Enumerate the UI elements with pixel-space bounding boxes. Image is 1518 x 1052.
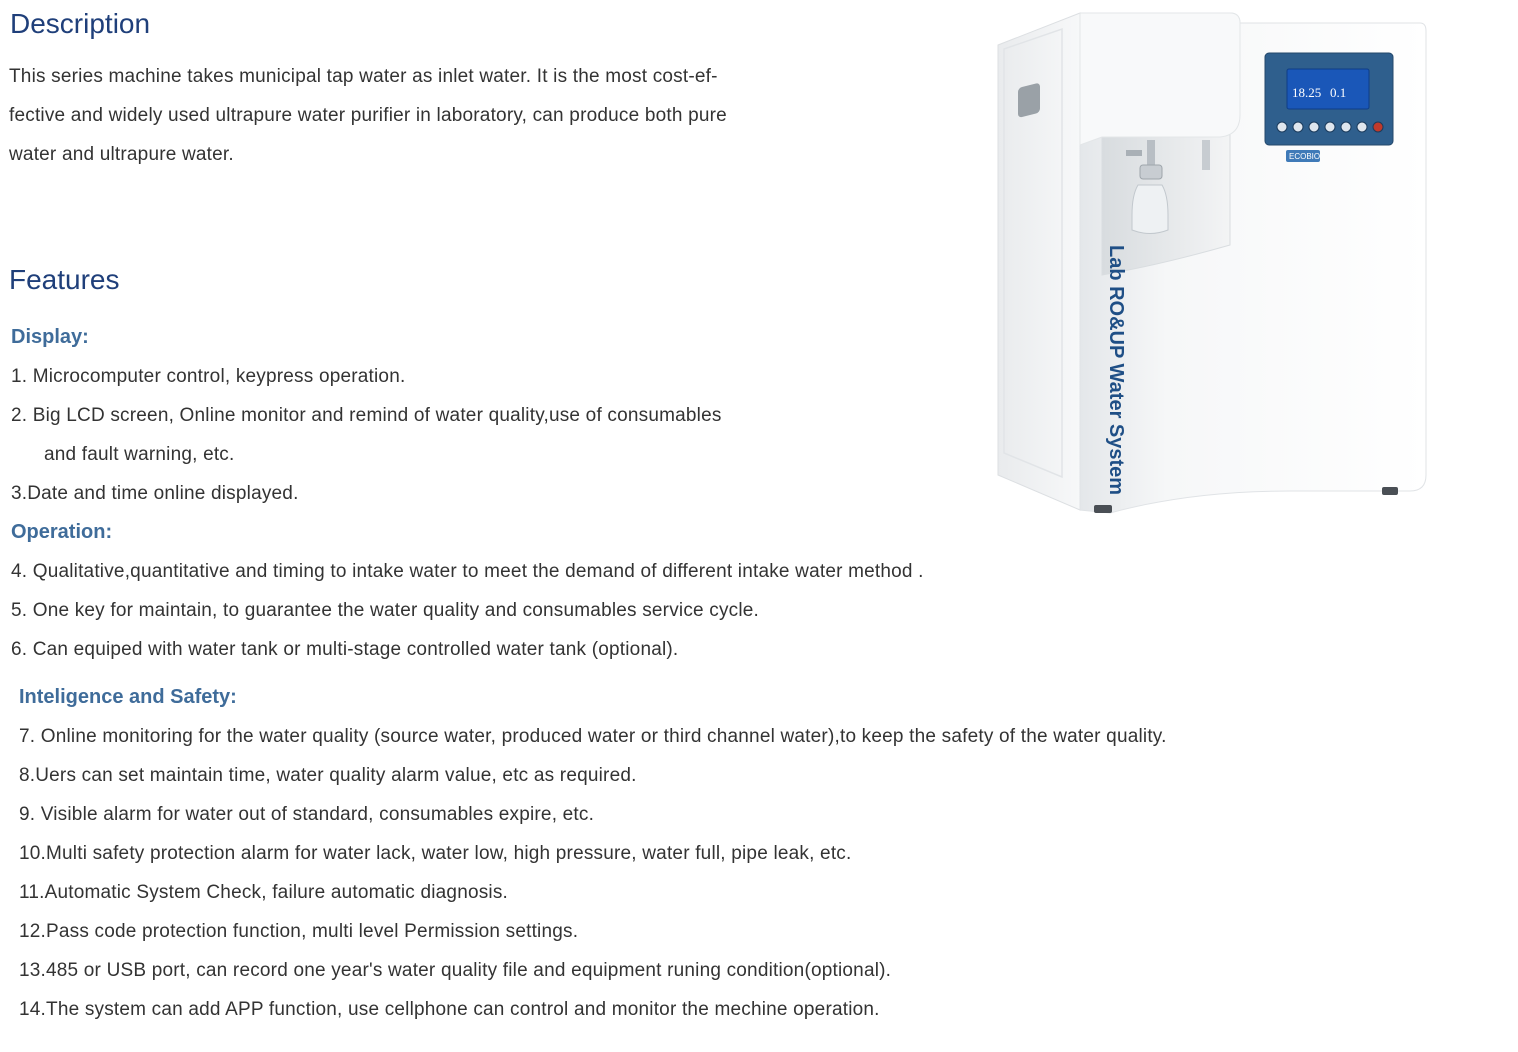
brand-logo: ECOBIO (1289, 152, 1321, 161)
water-purifier-image (990, 5, 1430, 520)
feature-item: 7. Online monitoring for the water quality (source water, produced water or third channel water),to keep the safety of the water quality. (19, 726, 1167, 747)
feature-item: 6. Can equiped with water tank or multi-stage controlled water tank (optional). (11, 639, 679, 660)
display-heading: Display: (11, 326, 89, 348)
feature-item: 8.Uers can set maintain time, water quality alarm value, etc as required. (19, 765, 637, 786)
feature-item: 13.485 or USB port, can record one year's water quality file and equipment runing condition(optional). (19, 960, 892, 981)
product-side-label: Lab RO&UP Water System (1105, 245, 1127, 496)
feature-item: 9. Visible alarm for water out of standard, consumables expire, etc. (19, 804, 595, 825)
feature-item: and fault warning, etc. (44, 444, 235, 465)
feature-item: 1. Microcomputer control, keypress operation. (11, 366, 406, 387)
feature-item: 3.Date and time online displayed. (11, 483, 299, 504)
feature-item: 12.Pass code protection function, multi level Permission settings. (19, 921, 579, 942)
operation-heading: Operation: (11, 521, 113, 543)
description-title: Description (10, 8, 151, 39)
description-line: fective and widely used ultrapure water purifier in laboratory, can produce both pure (9, 105, 727, 126)
description-line: water and ultrapure water. (9, 144, 234, 165)
lcd-reading-left: 18.25 (1292, 85, 1322, 100)
lcd-reading-right: 0.1 (1330, 85, 1347, 100)
feature-item: 10.Multi safety protection alarm for water lack, water low, high pressure, water full, pipe leak, etc. (19, 843, 852, 864)
feature-item: 2. Big LCD screen, Online monitor and remind of water quality,use of consumables (11, 405, 722, 426)
description-line: This series machine takes municipal tap water as inlet water. It is the most cost-ef- (9, 66, 718, 87)
feature-item: 14.The system can add APP function, use cellphone can control and monitor the mechine operation. (19, 999, 880, 1020)
features-title: Features (9, 264, 120, 295)
feature-item: 5. One key for maintain, to guarantee the water quality and consumables service cycle. (11, 600, 760, 621)
description-paragraph (9, 57, 727, 174)
feature-item: 4. Qualitative,quantitative and timing to intake water to meet the demand of different intake water method . (11, 561, 924, 582)
safety-heading: Inteligence and Safety: (19, 686, 237, 708)
feature-item: 11.Automatic System Check, failure automatic diagnosis. (19, 882, 509, 903)
